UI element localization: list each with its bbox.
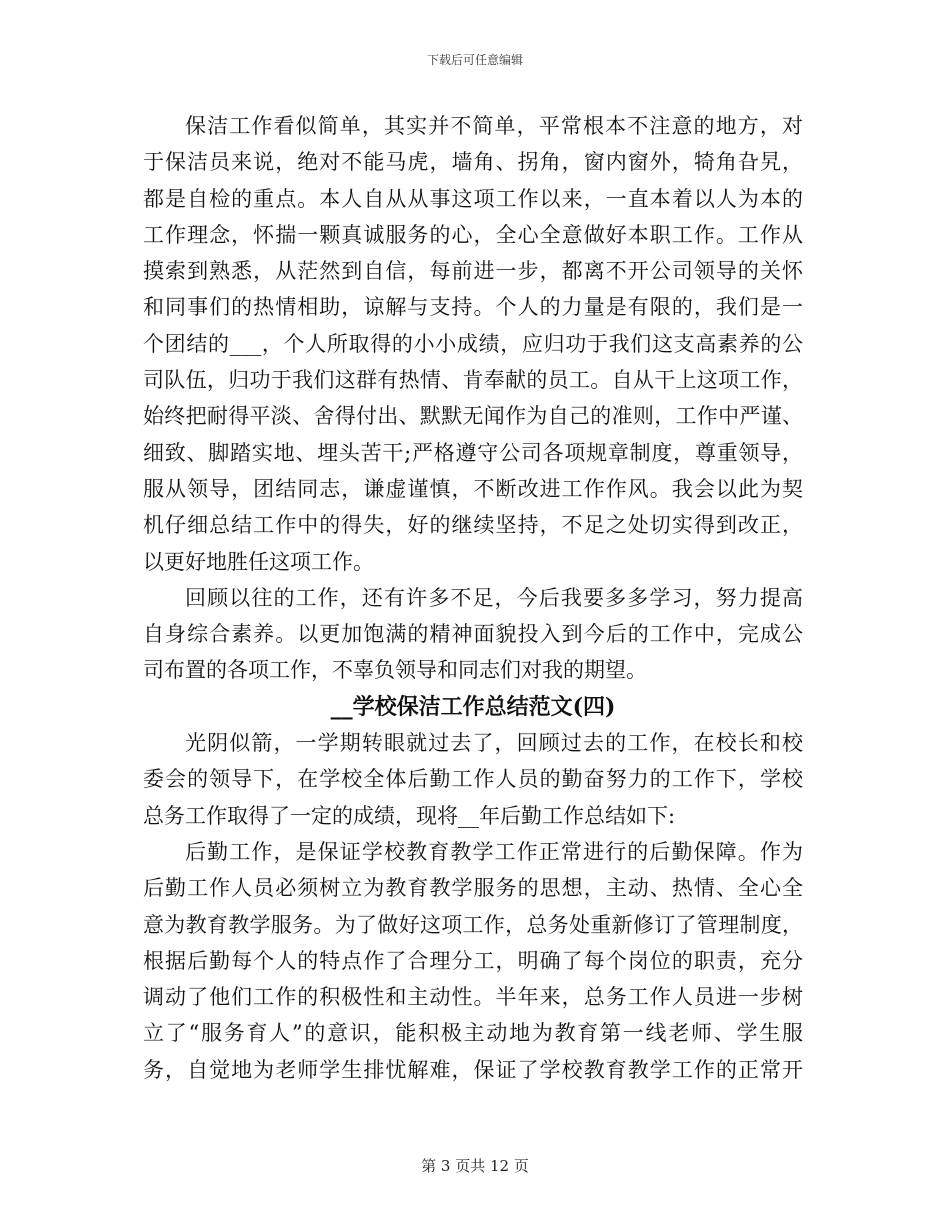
text-line: 意为教育教学服务。为了做好这项工作，总务处重新修订了管理制度， [143, 912, 803, 937]
text-line: 个团结的___，个人所取得的小小成绩，应归功于我们这支高素养的公 [143, 331, 803, 356]
text-line: 细致、脚踏实地、埋头苦干;严格遵守公司各项规章制度，尊重领导， [143, 440, 803, 465]
document-body [143, 108, 803, 1088]
text-line: 后勤工作人员必须树立为教育教学服务的思想，主动、热情、全心全 [143, 876, 803, 901]
text-line: 司布置的各项工作，不辜负领导和同志们对我的期望。 [143, 658, 647, 683]
text-line: 服从领导，团结同志，谦虚谨慎，不断改进工作作风。我会以此为契 [143, 476, 803, 501]
text-line: 光阴似箭，一学期转眼就过去了，回顾过去的工作，在校长和校 [185, 731, 803, 756]
page-footer: 第 3 页共 12 页 [421, 1157, 529, 1175]
text-line: 立了“服务育人”的意识，能积极主动地为教育第一线老师、学生服 [143, 1021, 803, 1046]
text-line: 和同事们的热情相助，谅解与支持。个人的力量是有限的，我们是一 [143, 295, 803, 320]
text-line: 工作理念，怀揣一颗真诚服务的心，全心全意做好本职工作。工作从 [143, 222, 803, 247]
text-line: 都是自检的重点。本人自从从事这项工作以来，一直本着以人为本的 [143, 186, 803, 211]
text-line: 总务工作取得了一定的成绩，现将__年后勤工作总结如下: [143, 803, 676, 828]
text-line: 机仔细总结工作中的得失，好的继续坚持，不足之处切实得到改正， [143, 513, 803, 538]
text-line: 调动了他们工作的积极性和主动性。半年来，总务工作人员进一步树 [143, 985, 803, 1010]
text-line: 于保洁员来说，绝对不能马虎，墙角、拐角，窗内窗外，犄角旮旯， [143, 150, 803, 175]
text-line: 司队伍，归功于我们这群有热情、肯奉献的员工。自从干上这项工作， [143, 368, 803, 393]
text-line: 以更好地胜任这项工作。 [143, 549, 374, 574]
text-line: 回顾以往的工作，还有许多不足，今后我要多多学习，努力提高 [185, 585, 803, 610]
text-line: 委会的领导下，在学校全体后勤工作人员的勤奋努力的工作下，学校 [143, 767, 803, 792]
text-line: 后勤工作，是保证学校教育教学工作正常进行的后勤保障。作为 [185, 839, 803, 864]
page-header: 下载后可任意编辑 [426, 53, 523, 67]
text-line: 保洁工作看似简单，其实并不简单，平常根本不注意的地方，对 [185, 114, 803, 138]
text-line: 始终把耐得平淡、舍得付出、默默无闻作为自己的准则，工作中严谨、 [143, 404, 803, 429]
text-line: 根据后勤每个人的特点作了合理分工，明确了每个岗位的职责，充分 [143, 948, 803, 973]
text-line: 摸索到熟悉，从茫然到自信，每前进一步，都离不开公司领导的关怀 [143, 259, 803, 284]
text-line: 务，自觉地为老师学生排忧解难，保证了学校教育教学工作的正常开 [143, 1057, 803, 1082]
text-line: 自身综合素养。以更加饱满的精神面貌投入到今后的工作中，完成公 [143, 622, 803, 647]
section-heading: __学校保洁工作总结范文(四) [330, 693, 616, 720]
